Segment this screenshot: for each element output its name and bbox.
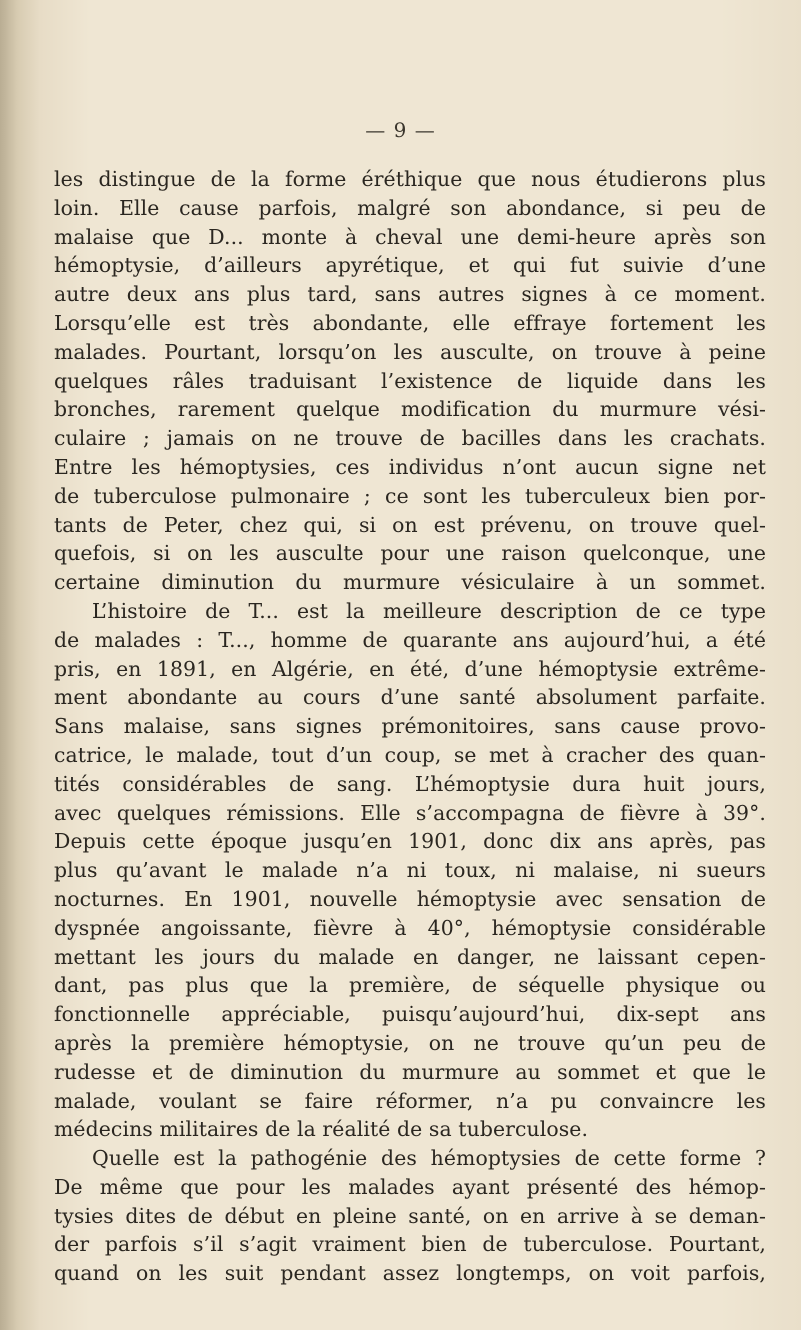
text-line: autre deux ans plus tard, sans autres signes à ce moment.	[54, 282, 766, 307]
text-line: catrice, le malade, tout d’un coup, se met à cracher des quan-	[54, 742, 766, 767]
text-line: tysies dites de début en pleine santé, on en arrive à se deman-	[54, 1203, 766, 1228]
text-line: après la première hémoptysie, on ne trouve qu’un peu de	[54, 1030, 766, 1055]
page-number: — 9 —	[365, 118, 436, 142]
text-line: dyspnée angoissante, fièvre à 40°, hémoptysie considérable	[54, 915, 766, 940]
text-line: ment abondante au cours d’une santé absolument parfaite.	[54, 685, 766, 710]
text-line: quefois, si on les ausculte pour une raison quelconque, une	[54, 541, 766, 566]
text-line: quelques râles traduisant l’existence de liquide dans les	[54, 368, 766, 393]
text-line: certaine diminution du murmure vésiculaire à un sommet.	[54, 570, 766, 595]
text-line: hémoptysie, d’ailleurs apyrétique, et qui fut suivie d’une	[54, 253, 766, 278]
text-line: L’histoire de T... est la meilleure description de ce type	[92, 598, 766, 623]
text-line: pris, en 1891, en Algérie, en été, d’une hémoptysie extrême-	[54, 656, 766, 681]
text-line: tités considérables de sang. L’hémoptysie dura huit jours,	[54, 771, 766, 796]
text-line: Sans malaise, sans signes prémonitoires, sans cause provo-	[54, 714, 766, 739]
text-line: malade, voulant se faire réformer, n’a pu convaincre les	[54, 1088, 766, 1113]
text-line: culaire ; jamais on ne trouve de bacilles dans les crachats.	[54, 426, 766, 451]
text-line: quand on les suit pendant assez longtemps, on voit parfois,	[54, 1261, 766, 1286]
text-line: Lorsqu’elle est très abondante, elle effraye fortement les	[54, 310, 766, 335]
text-line: fonctionnelle appréciable, puisqu’aujourd’hui, dix-sept ans	[54, 1002, 766, 1027]
text-line: malaise que D... monte à cheval une demi-heure après son	[54, 224, 766, 249]
text-line: malades. Pourtant, lorsqu’on les ausculte, on trouve à peine	[54, 339, 766, 364]
text-line: mettant les jours du malade en danger, ne laissant cepen-	[54, 944, 766, 969]
text-line: médecins militaires de la réalité de sa tuberculose.	[54, 1117, 589, 1142]
text-line: rudesse et de diminution du murmure au sommet et que le	[54, 1059, 766, 1084]
text-line: de tuberculose pulmonaire ; ce sont les tuberculeux bien por-	[54, 483, 766, 508]
text-line: loin. Elle cause parfois, malgré son abondance, si peu de	[54, 195, 766, 220]
text-line: dant, pas plus que la première, de séquelle physique ou	[54, 973, 766, 998]
text-line: avec quelques rémissions. Elle s’accompagna de fièvre à 39°.	[54, 800, 766, 825]
text-line: Entre les hémoptysies, ces individus n’ont aucun signe net	[54, 454, 766, 479]
text-line: nocturnes. En 1901, nouvelle hémoptysie avec sensation de	[54, 886, 766, 911]
text-line: der parfois s’il s’agit vraiment bien de tuberculose. Pourtant,	[54, 1232, 766, 1257]
text-line: De même que pour les malades ayant présenté des hémop-	[54, 1174, 766, 1199]
text-line: bronches, rarement quelque modification du murmure vési-	[54, 397, 766, 422]
text-line: Quelle est la pathogénie des hémoptysies de cette forme ?	[92, 1146, 766, 1171]
text-line: tants de Peter, chez qui, si on est prévenu, on trouve quel-	[54, 512, 766, 537]
text-line: de malades : T..., homme de quarante ans aujourd’hui, a été	[54, 627, 766, 652]
body-text	[54, 165, 766, 1288]
text-line: Depuis cette époque jusqu’en 1901, donc dix ans après, pas	[54, 829, 766, 854]
text-line: les distingue de la forme éréthique que nous étudierons plus	[54, 167, 766, 191]
text-line: plus qu’avant le malade n’a ni toux, ni malaise, ni sueurs	[54, 858, 766, 883]
